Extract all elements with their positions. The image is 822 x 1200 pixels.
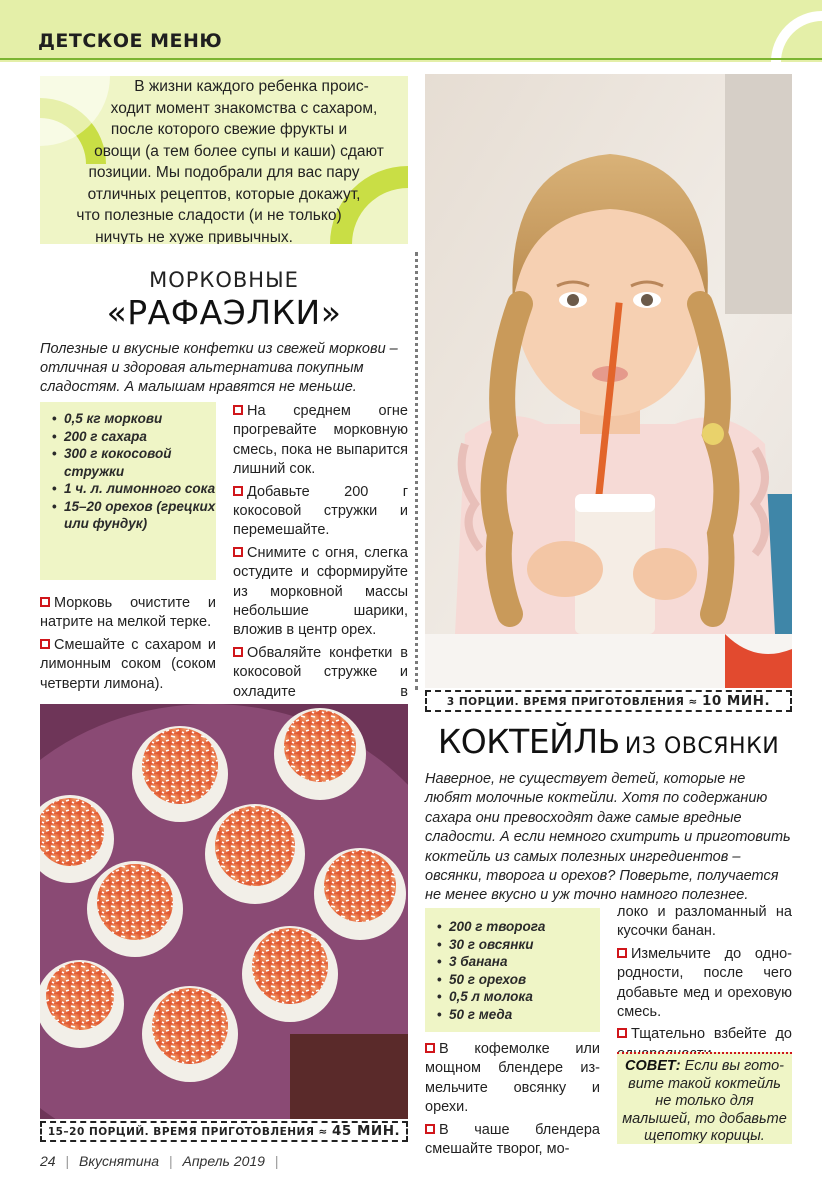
girl-illustration [425,74,792,688]
recipe1-title: «РАФАЭЛКИ» [106,293,342,332]
tip-label: СОВЕТ: [625,1058,681,1074]
step-item: Смешайте с сахаром и лимонным соком (соком четверти лимона). [40,636,216,692]
checkbox-icon [617,1028,627,1038]
issue-date: Апрель 2019 [182,1153,265,1169]
step-item: Тщательно взбейте до [617,1025,792,1064]
checkbox-icon [233,405,243,415]
sweets-illustration [40,704,408,1119]
intro-box [40,76,408,244]
step-item: В кофемолке или мощном блендере измельчите овсянку и орехи. [425,1041,600,1116]
tip-text: Если вы готовите такой коктейль не только для малышей, то добавьте щепотку корицы. [622,1058,787,1144]
ingredient-item: • 3 банана [437,953,600,971]
magazine-name: Вкуснятина [79,1153,160,1169]
column-divider [415,252,418,690]
ingredient-item: • 200 г сахара [52,428,216,446]
section-header [0,0,822,62]
page-number: 24 [40,1153,56,1169]
recipe2-title: КОКТЕЙЛЬ ИЗ ОВСЯНКИ [437,722,780,761]
recipe1-time-caption: 15–20 ПОРЦИЙ. ВРЕМЯ ПРИГОТОВЛЕНИЯ ≈ 45 МИН. [40,1121,408,1142]
ingredient-item: • 0,5 кг моркови [52,410,216,428]
recipe2-steps-left [425,1040,600,1162]
intro-line: отличных рецептов, которые докажут, [87,185,361,203]
recipe1-steps-right [233,402,408,725]
ingredient-item: • 50 г орехов [437,971,600,989]
step-item: Измельчите до однородности, после чего добавьте мед и ореховую смесь. [617,945,792,1021]
ingredient-item: • 300 г кокосовой стружки [52,445,216,480]
recipe2-time-caption: 3 ПОРЦИИ. ВРЕМЯ ПРИГОТОВЛЕНИЯ ≈ 10 МИН. [425,690,792,712]
intro-line: ходит момент знакомства с сахаром, [110,99,378,117]
ingredient-item: • 30 г овсянки [437,936,600,954]
ingredient-item: • 0,5 л молока [437,988,600,1006]
checkbox-icon [233,547,243,557]
checkbox-icon [233,647,243,657]
recipe2-steps-right [617,903,792,1067]
step-item: Добавьте 200 г кокосовой стружки и перемешайте. [233,483,408,539]
checkbox-icon [40,597,50,607]
step-item: В чаше блендера смешайте творог, мо- [425,1121,600,1158]
header-decoration [770,0,822,62]
recipe1-lead: Полезные и вкусные конфетки из свежей моркови – отличная и здоровая альтернатива покупным сладостям. А малышам нравятся не меньше. [40,341,398,395]
recipe2-ingredients [425,908,600,1032]
intro-line: овощи (а тем более супы и каши) сдают [94,142,384,160]
header-rule [0,58,822,60]
step-continuation: локо и разломанный на кусочки банан. [617,904,792,940]
checkbox-icon [40,639,50,649]
checkbox-icon [617,948,627,958]
step-item: Морковь очистите и натрите на мелкой терке. [40,595,216,631]
ingredient-item: • 1 ч. л. лимонного сока [52,480,216,498]
section-title: ДЕТСКОЕ МЕНЮ [38,30,223,52]
ingredient-item: • 50 г меда [437,1006,600,1024]
ingredient-item: • 15–20 орехов (грецких или фундук) [52,498,216,533]
girl-photo [425,74,792,688]
recipe1-steps-left [40,594,216,697]
step-item: Обваляйте конфетки в кокосовой стружке и охладите в [233,644,408,700]
recipe2-lead: Наверное, не существует детей, которые не любят молочные коктейли. Хотя по содержанию сахара они превосходят даже самые вредные сладости. А если немного схитрить и приготовить коктейль из самых полезных ингредиентов – овсянки, творога и орехов? Поверьте, получается не менее вкусно и уж точно намного полезнее. [425,771,791,904]
intro-line: ничуть не хуже привычных. [95,228,293,244]
intro-text [40,76,408,244]
page-footer: 24 | Вкуснятина | Апрель 2019 | [40,1153,279,1169]
tip-box [617,1052,792,1144]
checkbox-icon [233,486,243,496]
intro-line: позиции. Мы подобрали для вас пару [88,164,360,181]
ingredient-item: • 200 г творога [437,918,600,936]
step-item: Снимите с огня, слегка остудите и сформируйте из морковной массы небольшие шарики, вложив в центр орех. [233,544,408,639]
recipe1-ingredients [40,402,216,580]
intro-line: В жизни каждого ребенка проис- [134,78,369,95]
sweets-photo [40,704,408,1119]
checkbox-icon [425,1043,435,1053]
step-item: На среднем огне прогревайте морковную смесь, пока не выпарится лишний сок. [233,403,408,478]
intro-line: что полезные сладости (и не только) [76,207,342,224]
intro-line: после которого свежие фрукты и [110,121,348,138]
recipe1-kicker: МОРКОВНЫЕ [149,268,299,292]
checkbox-icon [425,1124,435,1134]
